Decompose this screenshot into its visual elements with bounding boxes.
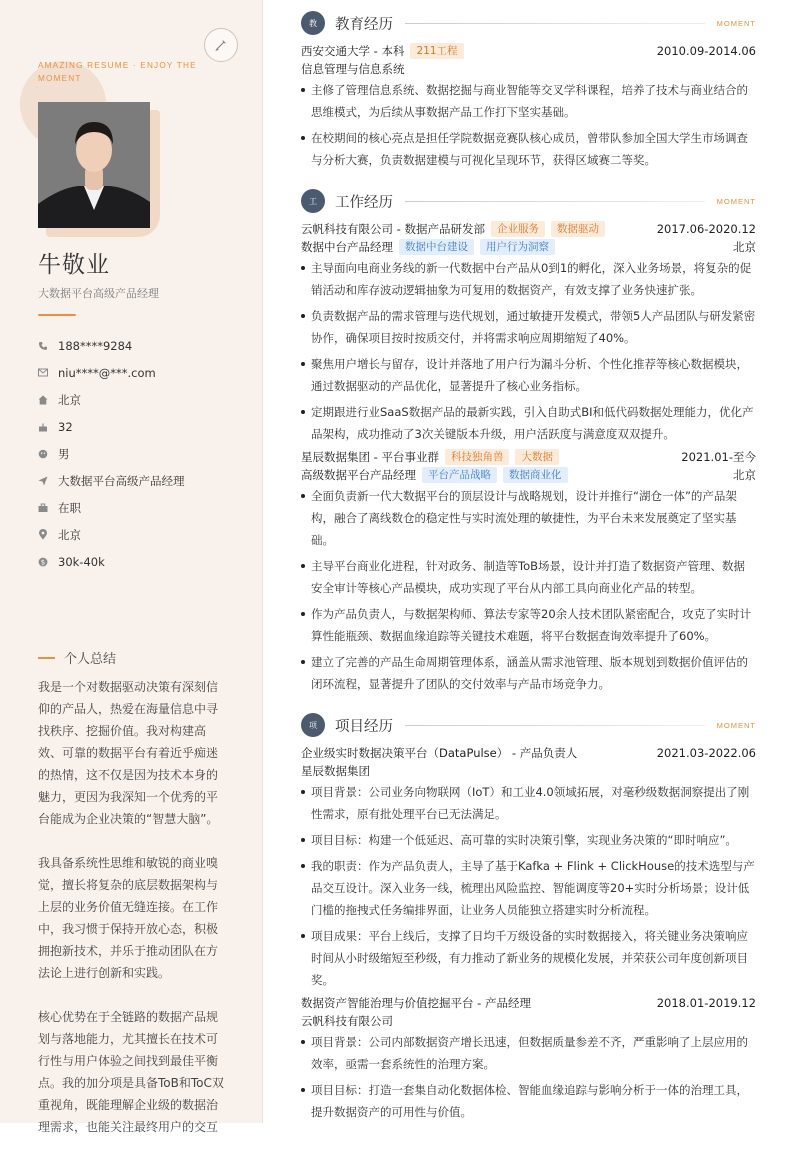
project-bullets [301,1031,756,1127]
company-name: 星辰数据集团 - 平台事业群 [301,450,439,464]
section-moment: MOMENT [716,196,756,206]
full-name: 牛敬业 [38,252,110,278]
work-header [301,221,756,237]
info-text: 30k-40k [58,554,105,569]
project-org-row [301,1013,756,1029]
section-line [405,725,705,726]
info-text: 188****9284 [58,338,133,353]
info-text: 北京 [58,527,81,542]
info-text: niu****@***.com [58,365,156,380]
info-text: 32 [58,419,73,434]
bullet-item: 负责数据产品的需求管理与迭代规划，通过敏捷开发模式，带领5人产品团队与研发紧密协作，确保项目按时按质交付，并将需求响应周期缩短了40%。 [301,305,756,349]
bullet-item: 主导面向电商业务线的新一代数据中台产品从0到1的孵化，深入业务场景，将复杂的促销活动和库存波动逻辑抽象为可复用的数据资产，有效支撑了业务快速扩张。 [301,257,756,301]
mail-icon [38,368,58,377]
contact-info [38,332,248,575]
work-header [301,449,756,465]
bullet-item: 项目成果：平台上线后，支撑了日均千万级设备的实时数据接入，将关键业务决策响应时间从小时级缩短至秒级，有力推动了新业务的规模化发展，并荣获公司年度创新项目奖。 [301,925,756,991]
school-name: 西安交通大学 - 本科 [301,44,405,58]
salary-icon [38,557,58,567]
role-tag: 数据中台建设 [399,239,474,255]
main-content [263,0,794,1123]
work-role-row [301,239,756,255]
company-tag: 数据驱动 [551,221,605,237]
info-phone [38,332,248,359]
section-badge: 工 [301,189,325,213]
pen-icon [214,38,228,52]
summary-paragraph: 我是一个对数据驱动决策有深刻信仰的产品人，热爱在海量信息中寻找秩序、挖掘价值。我对构建高效、可靠的数据平台有着近乎痴迷的热情，这不仅是因为技术本身的魅力，更因为我深知一个优秀的平台能成为企业决策的“智慧大脑”。 [38,680,219,826]
project-header [301,745,756,761]
home-icon [38,395,58,405]
company-tag: 企业服务 [491,221,545,237]
cake-icon [38,422,58,432]
bullet-item: 项目目标：构建一个低延迟、高可靠的实时决策引擎，实现业务决策的“即时响应”。 [301,829,756,851]
info-text: 男 [58,446,70,461]
bullet-item: 主修了管理信息系统、数据挖掘与商业智能等交叉学科课程，培养了技术与商业结合的思维模式，为后续从事数据产品工作打下坚实基础。 [301,79,756,123]
summary-text [38,676,224,1160]
info-gender [38,440,248,467]
bullet-item: 在校期间的核心亮点是担任学院数据竞赛队核心成员，曾带队参加全国大学生市场调查与分析大赛，负责数据建模与可视化呈现环节，获得区域赛二等奖。 [301,127,756,171]
send-icon [38,476,58,486]
section-moment: MOMENT [716,18,756,28]
info-text: 北京 [58,392,81,407]
section-line [405,201,705,202]
role-tag: 平台产品战略 [422,467,497,483]
bullet-item: 作为产品负责人，与数据架构师、算法专家等20余人技术团队紧密配合，攻克了实时计算性能瓶颈、数据血缘追踪等关键技术难题，将平台数据查询效率提升了60%。 [301,603,756,647]
summary-paragraph: 核心优势在于全链路的数据产品规划与落地能力，尤其擅长在技术可行性与用户体验之间找到最佳平衡点。我的加分项是具备ToB和ToC双重视角，既能理解企业级的数据治理需求，也能关注最终用户的交互 [38,1010,224,1134]
svg-text:$: $ [40,558,46,567]
role-tag: 数据商业化 [503,467,568,483]
info-status [38,494,248,521]
bullet-item: 全面负责新一代大数据平台的顶层设计与战略规划，设计并推行“湖仓一体”的产品架构，融合了离线数仓的稳定性与实时流处理的敏捷性，为平台未来发展奠定了坚实基础。 [301,485,756,551]
section-education [301,10,756,36]
bullet-item: 项目目标：打造一套集自动化数据体检、智能血缘追踪与影响分析于一体的治理工具，提升数据资产的可用性与价值。 [301,1079,756,1123]
education-bullets [301,79,756,175]
bullet-item: 项目背景：公司业务向物联网（IoT）和工业4.0领域拓展，对毫秒级数据洞察提出了刚性需求，原有批处理平台已无法满足。 [301,781,756,825]
education-header [301,43,756,59]
location-icon [38,529,58,540]
work-bullets [301,257,756,449]
section-work [301,188,756,214]
education-date: 2010.09-2014.06 [656,44,756,58]
work-city: 北京 [733,240,756,254]
work-date: 2017.06-2020.12 [656,222,756,236]
info-email [38,359,248,386]
info-salary [38,548,248,575]
info-city [38,386,248,413]
project-date: 2021.03-2022.06 [656,746,756,760]
section-project [301,712,756,738]
slogan: AMAZING RESUME · ENJOY THE MOMENT [38,61,197,83]
bullet-item: 我的职责：作为产品负责人，主导了基于Kafka + Flink + ClickHouse的技术选型与产品交互设计。深入业务一线，梳理出风险监控、智能调度等20+实时分析场景；设计低门槛的拖拽式任务编排界面，让业务人员能独立搭建实时分析流程。 [301,855,756,921]
info-age [38,413,248,440]
brand-logo [204,28,238,62]
project-name: 企业级实时数据决策平台（DataPulse） - 产品负责人 [301,746,578,760]
project-header [301,995,756,1011]
summary-title: 个人总结 [64,652,117,667]
info-text: 在职 [58,500,81,515]
divider [38,314,76,316]
education-major-row [301,61,756,77]
section-title: 项目经历 [335,718,393,735]
work-bullets [301,485,756,699]
work-date: 2021.01-至今 [681,450,756,464]
sidebar [0,0,263,1134]
school-tag: 211工程 [410,43,463,59]
project-org-row [301,763,756,779]
major: 信息管理与信息系统 [301,62,405,76]
section-badge: 教 [301,11,325,35]
project-org: 星辰数据集团 [301,764,370,778]
summary-paragraph: 我具备系统性思维和敏锐的商业嗅觉，擅长将复杂的底层数据架构与上层的业务价值无缝连接。在工作中，我习惯于保持开放心态，积极拥抱新技术，并乐于推动团队在方法论上进行创新和实践。 [38,856,219,980]
section-line [405,23,705,24]
bullet-item: 项目背景：公司内部数据资产增长迅速，但数据质量参差不齐，严重影响了上层应用的效率，亟需一套系统性的治理方案。 [301,1031,756,1075]
company-tag: 科技独角兽 [445,449,510,465]
bullet-item: 聚焦用户增长与留存，设计并落地了用户行为漏斗分析、个性化推荐等核心数据模块，通过数据驱动的产品优化，显著提升了核心业务指标。 [301,353,756,397]
briefcase-icon [38,503,58,513]
role-name: 高级数据平台产品经理 [301,468,416,482]
gender-icon [38,449,58,459]
section-moment: MOMENT [716,720,756,730]
avatar-photo [38,102,150,228]
section-badge: 项 [301,713,325,737]
company-tag: 大数据 [515,449,559,465]
job-title: 大数据平台高级产品经理 [38,287,159,300]
work-role-row [301,467,756,483]
project-bullets [301,781,756,995]
section-title: 教育经历 [335,16,393,33]
role-name: 数据中台产品经理 [301,240,393,254]
project-org: 云帆科技有限公司 [301,1014,393,1028]
heading-bar [38,657,55,659]
role-tag: 用户行为洞察 [480,239,555,255]
info-text: 大数据平台高级产品经理 [58,473,185,488]
work-city: 北京 [733,468,756,482]
avatar [38,102,160,237]
bullet-item: 定期跟进行业SaaS数据产品的最新实践，引入自助式BI和低代码数据处理能力，优化产品架构，成功推动了3次关键版本升级，用户活跃度与满意度双双提升。 [301,401,756,445]
section-title: 工作经历 [335,194,393,211]
project-name: 数据资产智能治理与价值挖掘平台 - 产品经理 [301,996,531,1010]
bullet-item: 主导平台商业化进程，针对政务、制造等ToB场景，设计并打造了数据资产管理、数据安全审计等核心产品模块，成功实现了平台从内部工具向商业化产品的转型。 [301,555,756,599]
company-name: 云帆科技有限公司 - 数据产品研发部 [301,222,485,236]
info-location [38,521,248,548]
summary-heading [38,648,116,667]
phone-icon [38,341,58,351]
info-target-role [38,467,248,494]
project-date: 2018.01-2019.12 [656,996,756,1010]
bullet-item: 建立了完善的产品生命周期管理体系，涵盖从需求池管理、版本规划到数据价值评估的闭环流程，显著提升了团队的交付效率与产品市场竞争力。 [301,651,756,695]
